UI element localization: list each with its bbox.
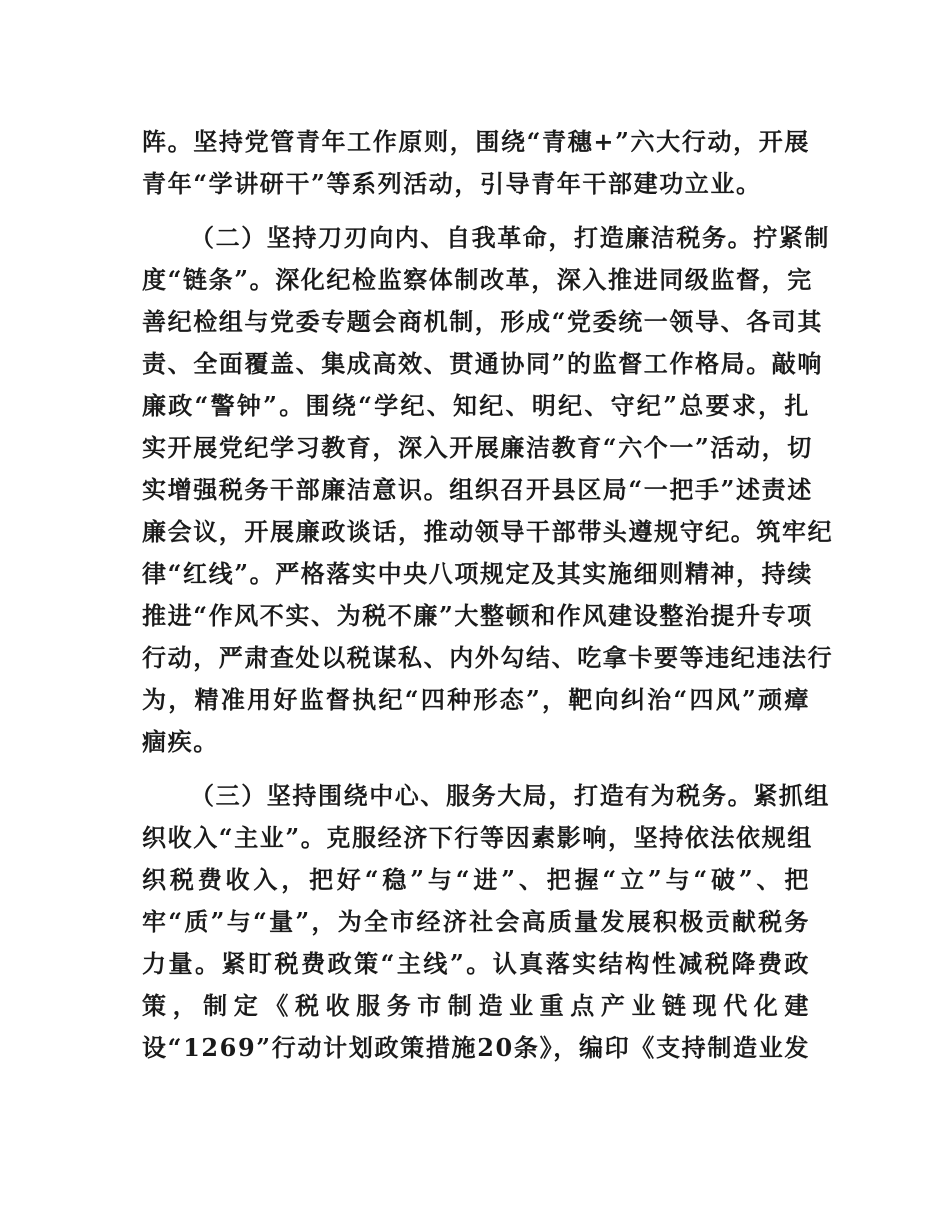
text-line: 善纪检组与党委专题会商机制，形成“党委统一领导、各司其 bbox=[142, 307, 824, 336]
text-line: 设“1269”行动计划政策措施20条》，编印《支持制造业发 bbox=[142, 1033, 810, 1062]
text-line: 织收入“主业”。克服经济下行等因素影响，坚持依法依规组 bbox=[142, 823, 813, 852]
paragraph-2 bbox=[142, 217, 834, 763]
text-line: 阵。坚持党管青年工作原则，围绕“青穗+”六大行动，开展 bbox=[142, 127, 810, 156]
text-line: 策，制定《税收服务市制造业重点产业链现代化建 bbox=[142, 991, 810, 1020]
text-line: （二）坚持刀刃向内、自我革命，打造廉洁税务。拧紧制 bbox=[190, 223, 830, 252]
text-line: 实增强税务干部廉洁意识。组织召开县区局“一把手”述责述 bbox=[142, 475, 813, 504]
text-line: 行动，严肃查处以税谋私、内外勾结、吃拿卡要等违纪违法行 bbox=[142, 643, 834, 672]
text-line: 痼疾。 bbox=[142, 727, 219, 756]
paragraph-1 bbox=[142, 121, 810, 205]
text-line: 实开展党纪学习教育，深入开展廉洁教育“六个一”活动，切 bbox=[142, 433, 813, 462]
text-line: 廉会议，开展廉政谈话，推动领导干部带头遵规守纪。筑牢纪 bbox=[142, 517, 834, 546]
text-line: 廉政“警钟”。围绕“学纪、知纪、明纪、守纪”总要求，扎 bbox=[142, 391, 810, 420]
text-line: 推进“作风不实、为税不廉”大整顿和作风建设整治提升专项 bbox=[142, 601, 813, 630]
text-line: 牢“质”与“量”，为全市经济社会高质量发展积极贡献税务 bbox=[142, 907, 810, 936]
text-line: 织税费收入，把好“稳”与“进”、把握“立”与“破”、把 bbox=[142, 865, 810, 894]
text-line: 度“链条”。深化纪检监察体制改革，深入推进同级监督，完 bbox=[142, 265, 813, 294]
text-line: 责、全面覆盖、集成高效、贯通协同”的监督工作格局。敲响 bbox=[142, 349, 824, 378]
paragraph-3 bbox=[142, 775, 830, 1069]
document-body bbox=[142, 121, 834, 1069]
text-line: （三）坚持围绕中心、服务大局，打造有为税务。紧抓组 bbox=[190, 781, 830, 810]
text-line: 青年“学讲研干”等系列活动，引导青年干部建功立业。 bbox=[142, 169, 762, 198]
text-line: 为，精准用好监督执纪“四种形态”，靶向纠治“四风”顽瘴 bbox=[142, 685, 810, 714]
text-line: 力量。紧盯税费政策“主线”。认真落实结构性减税降费政 bbox=[142, 949, 810, 978]
text-line: 律“红线”。严格落实中央八项规定及其实施细则精神，持续 bbox=[142, 559, 813, 588]
